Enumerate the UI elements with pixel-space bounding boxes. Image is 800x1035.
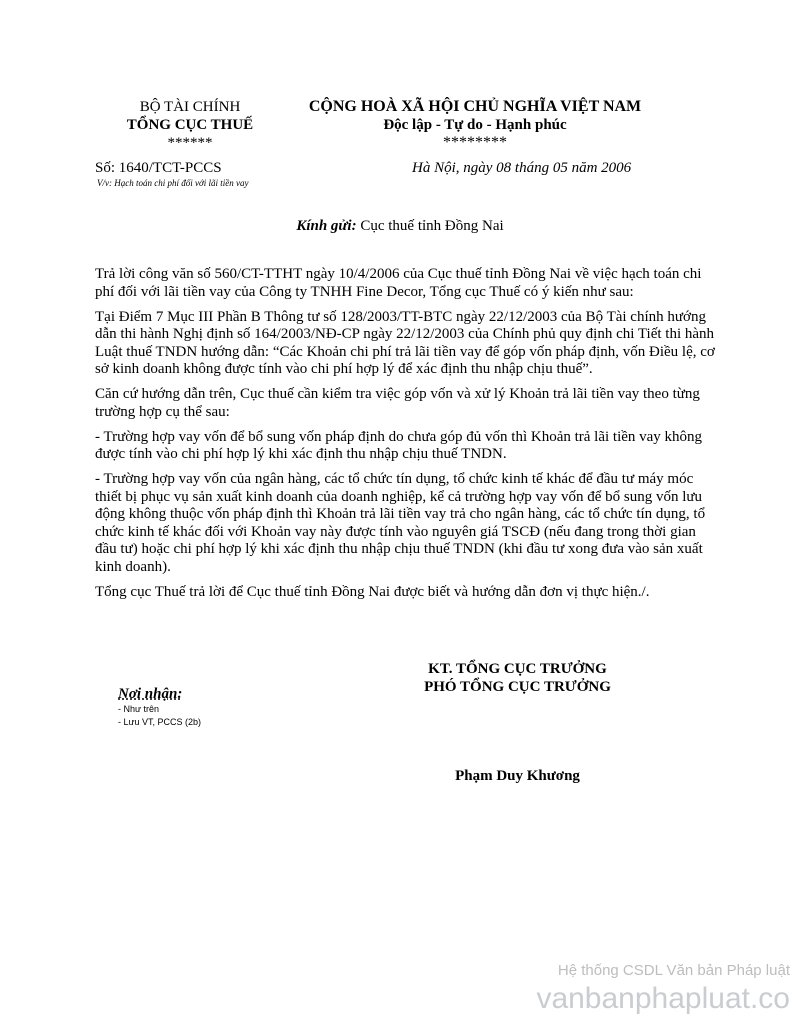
right-stars: ******** [443,134,507,151]
body-paragraph: Trả lời công văn số 560/CT-TTHT ngày 10/4/2006 của Cục thuế tỉnh Đồng Nai về việc hạch toán chi phí đối với lãi tiền vay của Công ty TNHH Fine Decor, Tổng cục Thuế có ý kiến như sau: [95,266,702,300]
country-name: CỘNG HOÀ XÃ HỘI CHỦ NGHĨA VIỆT NAM [308,98,642,115]
national-motto: Độc lập - Tự do - Hạnh phúc [383,117,567,133]
issue-date: Hà Nội, ngày 08 tháng 05 năm 2006 [412,160,632,176]
watermark-line1: Hệ thống CSDL Văn bản Pháp luật [557,962,790,979]
body-paragraph: - Trường hợp vay vốn để bổ sung vốn pháp định do chưa góp đủ vốn thì Khoản trả lãi tiền vay không được tính vào chi phí hợp lý khi xác định thu nhập chịu thuế TNDN. [95,428,703,462]
ministry-name: BỘ TÀI CHÍNH [139,99,241,115]
recipient-name: Cục thuế tỉnh Đồng Nai [360,218,504,234]
left-stars: ****** [167,135,213,151]
receivers-label: Nơi nhận: [118,686,183,702]
body-paragraph: Tổng cục Thuế trả lời để Cục thuế tỉnh Đồng Nai được biết và hướng dẫn đơn vị thực hiện./. [95,583,650,600]
document-subject: V/v: Hạch toán chi phí đối với lãi tiền vay [97,178,249,188]
department-name: TỔNG CỤC THUẾ [126,117,254,133]
document-number: Số: 1640/TCT-PCCS [95,160,222,176]
watermark-line2: vanbanphapluat.co [536,982,790,1015]
signature-title-line1: KT. TỔNG CỤC TRƯỞNG [428,661,607,677]
receivers-item: - Lưu VT, PCCS (2b) [118,717,202,727]
signer-name: Phạm Duy Khương [455,768,580,784]
recipient-line [0,218,800,235]
national-header-block [290,98,660,152]
body-paragraph: Tại Điểm 7 Mục III Phần B Thông tư số 128/2003/TT-BTC ngày 22/12/2003 của Bộ Tài chính hướng dẫn thi hành Nghị định số 164/2003/NĐ-CP ngày 22/12/2003 của Chính phủ quy định chi Tiết thi hành Luật thuế TNDN hướng dẫn: “Các Khoản chi phí trả lãi tiền vay để góp vốn pháp định, vốn Điều lệ, cơ sở kinh doanh không được tính vào chi phí hợp lý để xác định thu nhập chịu thuế”. [95,308,715,377]
body-paragraph: - Trường hợp vay vốn của ngân hàng, các tổ chức tín dụng, tổ chức kinh tế khác để đầu tư máy móc thiết bị phục vụ sản xuất kinh doanh của doanh nghiệp, kể cả trường hợp vay vốn để bổ sung vốn lưu động không thuộc vốn pháp định thì Khoản trả lãi tiền vay trả cho ngân hàng, các tổ chức tín dụng, tổ chức kinh tế khác đối với Khoản vay này được tính vào nguyên giá TSCĐ (nếu đang trong thời gian đầu tư) hoặc chi phí hợp lý khi xác định thu nhập chịu thuế TNDN (khi đầu tư xong đưa vào sản xuất kinh doanh). [95,471,706,575]
body-paragraph: Căn cứ hướng dẫn trên, Cục thuế cần kiểm tra việc góp vốn và xử lý Khoản trả lãi tiền vay theo từng trường hợp cụ thể sau: [95,386,700,420]
signature-title-line2: PHÓ TỔNG CỤC TRƯỞNG [424,679,611,695]
receivers-item: - Như trên [118,704,160,714]
site-watermark [536,962,790,1018]
issuing-agency-block [100,98,280,152]
document-body [95,266,720,609]
receivers-block [118,686,318,729]
signature-title-block [385,660,650,696]
recipient-label: Kính gửi: [296,218,357,234]
